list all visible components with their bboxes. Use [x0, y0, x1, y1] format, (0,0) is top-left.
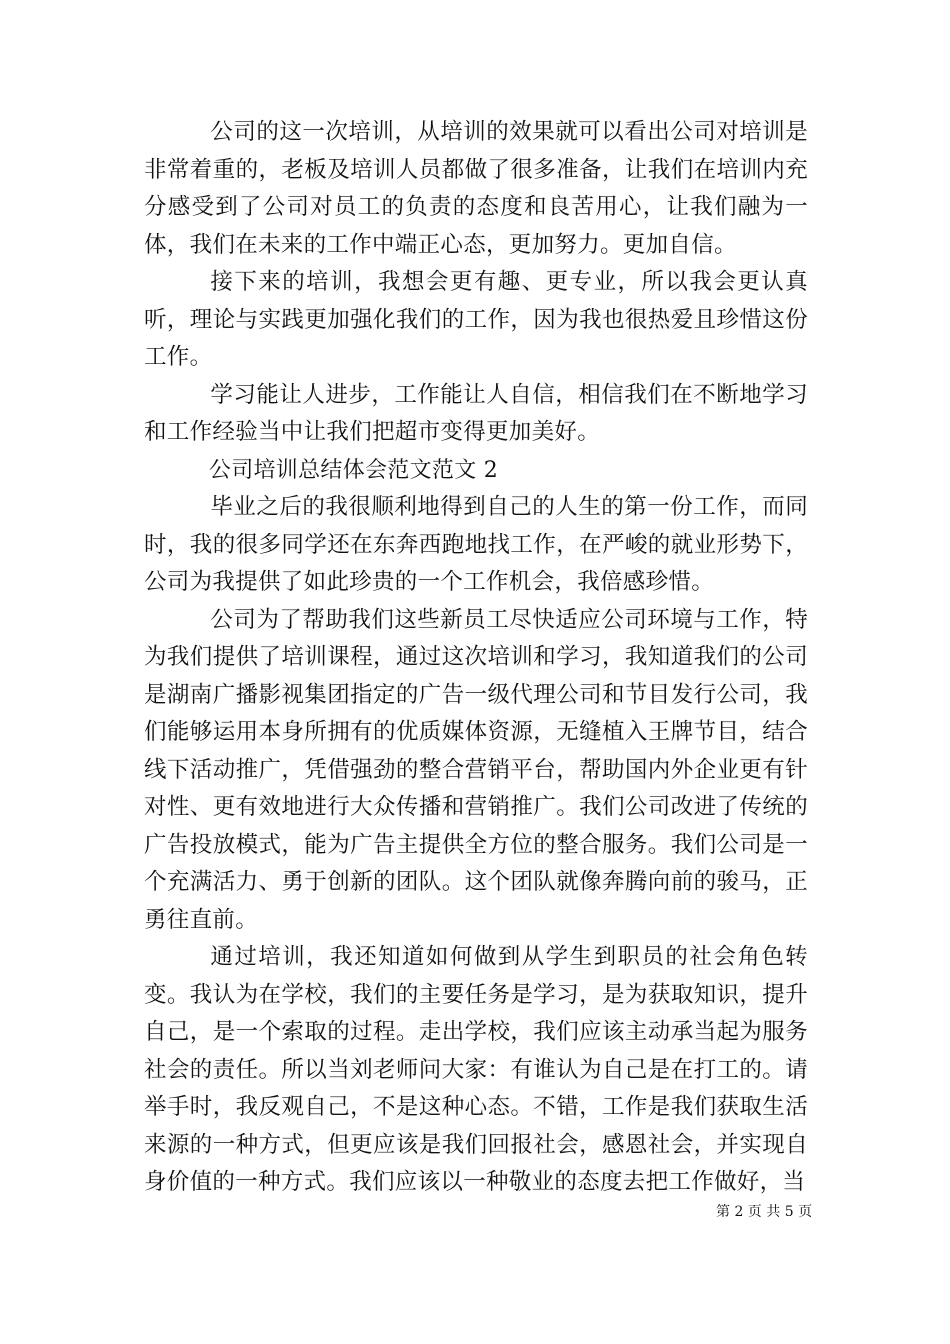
paragraph-role-transition: 通过培训，我还知道如何做到从学生到职员的社会角色转变。我认为在学校，我们的主要任务是学习，是为获取知识，提升自己，是一个索取的过程。走出学校，我们应该主动承当起为服务社会的责任。所以当刘老师问大家：有谁认为自己是在打工的。请举手时，我反观自己，不是这种心态。不错，工作是我们获取生活来源的一种方式，但更应该是我们回报社会，感恩社会，并实现自身价值的一种方式。我们应该以一种敬业的态度去把工作做好，当: [144, 944, 808, 1195]
paragraph-first-job: 毕业之后的我很顺利地得到自己的人生的第一份工作，而同时，我的很多同学还在东奔西跑地找工作，在严峻的就业形势下，公司为我提供了如此珍贵的一个工作机会，我倍感珍惜。: [144, 494, 808, 595]
section-title: 公司培训总结体会范文范文 2: [208, 457, 499, 483]
page-number-footer: 第 2 页 共 5 页: [716, 1204, 813, 1220]
paragraph-company-intro: 公司为了帮助我们这些新员工尽快适应公司环境与工作，特为我们提供了培训课程，通过这次培训和学习，我知道我们的公司是湖南广播影视集团指定的广告一级代理公司和节目发行公司，我们能够运用本身所拥有的优质媒体资源，无缝植入王牌节目，结合线下活动推广，凭借强劲的整合营销平台，帮助国内外企业更有针对性、更有效地进行大众传播和营销推广。我们公司改进了传统的广告投放模式，能为广告主提供全方位的整合服务。我们公司是一个充满活力、勇于创新的团队。这个团队就像奔腾向前的骏马，正勇往直前。: [144, 606, 808, 933]
document-body: [144, 114, 808, 1202]
paragraph-learning-progress: 学习能让人进步，工作能让人自信，相信我们在不断地学习和工作经验当中让我们把超市变得更加美好。: [144, 381, 808, 445]
paragraph-training-emphasis: 公司的这一次培训，从培训的效果就可以看出公司对培训是非常着重的，老板及培训人员都做了很多准备，让我们在培训内充分感受到了公司对员工的负责的态度和良苦用心，让我们融为一体，我们在未来的工作中端正心态，更加努力。更加自信。: [144, 119, 808, 258]
paragraph-next-training: 接下来的培训，我想会更有趣、更专业，所以我会更认真听，理论与实践更加强化我们的工作，因为我也很热爱且珍惜这份工作。: [144, 269, 808, 370]
